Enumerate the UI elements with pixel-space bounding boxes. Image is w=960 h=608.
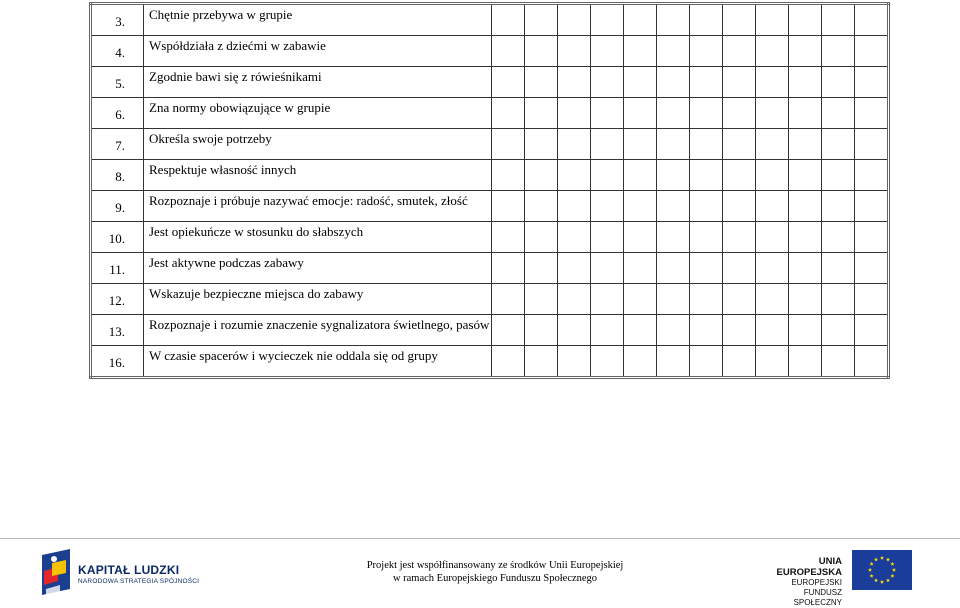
rating-cell[interactable] xyxy=(591,98,624,129)
rating-cell[interactable] xyxy=(855,4,889,36)
table-row xyxy=(91,129,889,160)
rating-cell[interactable] xyxy=(789,315,822,346)
rating-cell[interactable] xyxy=(657,4,690,36)
rating-cell[interactable] xyxy=(690,222,723,253)
rating-cell[interactable] xyxy=(855,191,889,222)
rating-cell[interactable] xyxy=(591,222,624,253)
row-number: 6. xyxy=(91,98,144,129)
rating-cell[interactable] xyxy=(657,346,690,378)
rating-cell[interactable] xyxy=(723,36,756,67)
rating-cell[interactable] xyxy=(558,4,591,36)
rating-cell[interactable] xyxy=(822,36,855,67)
eu-line-1: EUROPEJSKI xyxy=(791,578,842,587)
row-number: 5. xyxy=(91,67,144,98)
rating-cell[interactable] xyxy=(723,346,756,378)
row-number: 9. xyxy=(91,191,144,222)
rating-cell[interactable] xyxy=(822,191,855,222)
rating-cell[interactable] xyxy=(855,346,889,378)
eu-title: UNIA EUROPEJSKA xyxy=(776,556,842,578)
rating-cell[interactable] xyxy=(657,191,690,222)
rating-cell[interactable] xyxy=(525,36,558,67)
rating-cell[interactable] xyxy=(756,4,789,36)
rating-cell[interactable] xyxy=(690,4,723,36)
project-funding-note xyxy=(360,559,630,585)
rating-cell[interactable] xyxy=(525,222,558,253)
project-line-1: Projekt jest współfinansowany ze środków Unii Europejskiej xyxy=(366,560,624,571)
rating-cell[interactable] xyxy=(657,36,690,67)
rating-cell[interactable] xyxy=(624,284,657,315)
rating-cell[interactable] xyxy=(723,315,756,346)
project-line-2: w ramach Europejskiego Funduszu Społecznego xyxy=(392,573,598,584)
footer-divider xyxy=(0,538,960,539)
rating-cell[interactable] xyxy=(723,191,756,222)
row-number: 13. xyxy=(91,315,144,346)
rating-cell[interactable] xyxy=(789,67,822,98)
rating-cell[interactable] xyxy=(789,36,822,67)
rating-cell[interactable] xyxy=(756,253,789,284)
rating-cell[interactable] xyxy=(756,315,789,346)
table-row xyxy=(91,98,889,129)
rating-cell[interactable] xyxy=(624,315,657,346)
eu-fund-text xyxy=(756,556,842,608)
rating-cell[interactable] xyxy=(657,315,690,346)
rating-cell[interactable] xyxy=(492,98,525,129)
rating-cell[interactable] xyxy=(723,67,756,98)
rating-cell[interactable] xyxy=(723,284,756,315)
rating-cell[interactable] xyxy=(855,36,889,67)
rating-cell[interactable] xyxy=(624,129,657,160)
rating-cell[interactable] xyxy=(822,222,855,253)
rating-cell[interactable] xyxy=(690,284,723,315)
rating-cell[interactable] xyxy=(789,98,822,129)
rating-cell[interactable] xyxy=(492,67,525,98)
rating-cell[interactable] xyxy=(657,98,690,129)
rating-cell[interactable] xyxy=(591,129,624,160)
row-label: Rozpoznaje i rozumie znaczenie sygnalizatora świetlnego, pasów xyxy=(144,315,492,346)
rating-cell[interactable] xyxy=(525,191,558,222)
rating-cell[interactable] xyxy=(591,160,624,191)
rating-cell[interactable] xyxy=(789,4,822,36)
kapital-ludzki-title: KAPITAŁ LUDZKI xyxy=(78,563,180,577)
rating-cell[interactable] xyxy=(624,36,657,67)
rating-cell[interactable] xyxy=(558,67,591,98)
rating-cell[interactable] xyxy=(822,315,855,346)
row-label: Określa swoje potrzeby xyxy=(144,129,492,160)
rating-cell[interactable] xyxy=(558,98,591,129)
rating-cell[interactable] xyxy=(690,36,723,67)
rating-cell[interactable] xyxy=(492,222,525,253)
row-label: Zna normy obowiązujące w grupie xyxy=(144,98,492,129)
table-row xyxy=(91,67,889,98)
row-number: 8. xyxy=(91,160,144,191)
rating-cell[interactable] xyxy=(624,253,657,284)
rating-cell[interactable] xyxy=(591,4,624,36)
rating-cell[interactable] xyxy=(558,315,591,346)
table-row xyxy=(91,253,889,284)
rating-cell[interactable] xyxy=(789,253,822,284)
rating-cell[interactable] xyxy=(723,222,756,253)
rating-cell[interactable] xyxy=(855,67,889,98)
row-number: 3. xyxy=(91,4,144,36)
rating-cell[interactable] xyxy=(855,160,889,191)
rating-cell[interactable] xyxy=(690,98,723,129)
rating-cell[interactable] xyxy=(789,346,822,378)
row-label: Chętnie przebywa w grupie xyxy=(144,4,492,36)
row-label: Rozpoznaje i próbuje nazywać emocje: radość, smutek, złość xyxy=(144,191,492,222)
rating-cell[interactable] xyxy=(558,284,591,315)
rating-cell[interactable] xyxy=(525,129,558,160)
rating-cell[interactable] xyxy=(756,284,789,315)
rating-cell[interactable] xyxy=(492,191,525,222)
rating-cell[interactable] xyxy=(756,129,789,160)
table-row xyxy=(91,160,889,191)
rating-cell[interactable] xyxy=(657,284,690,315)
rating-cell[interactable] xyxy=(624,222,657,253)
rating-cell[interactable] xyxy=(756,191,789,222)
rating-cell[interactable] xyxy=(525,98,558,129)
rating-cell[interactable] xyxy=(855,98,889,129)
rating-cell[interactable] xyxy=(855,222,889,253)
row-number: 11. xyxy=(91,253,144,284)
row-number: 12. xyxy=(91,284,144,315)
rating-cell[interactable] xyxy=(591,253,624,284)
rating-cell[interactable] xyxy=(723,4,756,36)
rating-cell[interactable] xyxy=(558,191,591,222)
rating-cell[interactable] xyxy=(525,160,558,191)
rating-cell[interactable] xyxy=(525,4,558,36)
rating-cell[interactable] xyxy=(789,129,822,160)
rating-cell[interactable] xyxy=(822,160,855,191)
table-row xyxy=(91,36,889,67)
eu-flag-icon xyxy=(852,550,912,590)
rating-cell[interactable] xyxy=(525,315,558,346)
rating-cell[interactable] xyxy=(657,222,690,253)
rating-cell[interactable] xyxy=(624,191,657,222)
rating-cell[interactable] xyxy=(492,4,525,36)
rating-cell[interactable] xyxy=(657,67,690,98)
table-row xyxy=(91,315,889,346)
table-row xyxy=(91,4,889,36)
rating-cell[interactable] xyxy=(591,36,624,67)
rating-cell[interactable] xyxy=(624,346,657,378)
row-label: Wskazuje bezpieczne miejsca do zabawy xyxy=(144,284,492,315)
rating-cell[interactable] xyxy=(558,253,591,284)
rating-cell[interactable] xyxy=(822,67,855,98)
row-number: 7. xyxy=(91,129,144,160)
table-row xyxy=(91,284,889,315)
rating-cell[interactable] xyxy=(492,129,525,160)
rating-cell[interactable] xyxy=(822,98,855,129)
rating-cell[interactable] xyxy=(657,129,690,160)
rating-cell[interactable] xyxy=(690,191,723,222)
rating-cell[interactable] xyxy=(756,36,789,67)
rating-cell[interactable] xyxy=(624,4,657,36)
rating-cell[interactable] xyxy=(690,315,723,346)
rating-cell[interactable] xyxy=(591,67,624,98)
rating-cell[interactable] xyxy=(657,160,690,191)
rating-cell[interactable] xyxy=(789,222,822,253)
rating-cell[interactable] xyxy=(855,315,889,346)
rating-cell[interactable] xyxy=(756,67,789,98)
rating-cell[interactable] xyxy=(558,160,591,191)
rating-cell[interactable] xyxy=(558,36,591,67)
rating-cell[interactable] xyxy=(723,253,756,284)
rating-cell[interactable] xyxy=(525,284,558,315)
rating-cell[interactable] xyxy=(525,67,558,98)
rating-cell[interactable] xyxy=(690,67,723,98)
rating-cell[interactable] xyxy=(591,346,624,378)
rating-cell[interactable] xyxy=(690,160,723,191)
rating-cell[interactable] xyxy=(756,160,789,191)
rating-cell[interactable] xyxy=(789,191,822,222)
rating-cell[interactable] xyxy=(492,346,525,378)
rating-cell[interactable] xyxy=(624,67,657,98)
rating-cell[interactable] xyxy=(492,315,525,346)
rating-cell[interactable] xyxy=(558,346,591,378)
rating-cell[interactable] xyxy=(723,160,756,191)
row-label: Współdziała z dziećmi w zabawie xyxy=(144,36,492,67)
row-label: W czasie spacerów i wycieczek nie oddala się od grupy xyxy=(144,346,492,378)
rating-cell[interactable] xyxy=(789,284,822,315)
rating-cell[interactable] xyxy=(525,253,558,284)
rating-cell[interactable] xyxy=(822,346,855,378)
row-label: Zgodnie bawi się z rówieśnikami xyxy=(144,67,492,98)
rating-cell[interactable] xyxy=(723,98,756,129)
row-label: Respektuje własność innych xyxy=(144,160,492,191)
table-row xyxy=(91,346,889,378)
rating-cell[interactable] xyxy=(855,284,889,315)
rating-cell[interactable] xyxy=(624,98,657,129)
row-label: Jest aktywne podczas zabawy xyxy=(144,253,492,284)
rating-cell[interactable] xyxy=(591,284,624,315)
rating-cell[interactable] xyxy=(558,222,591,253)
rating-cell[interactable] xyxy=(855,253,889,284)
rating-cell[interactable] xyxy=(789,160,822,191)
rating-cell[interactable] xyxy=(492,284,525,315)
rating-cell[interactable] xyxy=(822,129,855,160)
rating-cell[interactable] xyxy=(822,284,855,315)
table-row xyxy=(91,222,889,253)
rating-cell[interactable] xyxy=(822,4,855,36)
row-number: 16. xyxy=(91,346,144,378)
rating-cell[interactable] xyxy=(723,129,756,160)
rating-cell[interactable] xyxy=(690,253,723,284)
rating-cell[interactable] xyxy=(492,160,525,191)
rating-cell[interactable] xyxy=(690,346,723,378)
rating-cell[interactable] xyxy=(525,346,558,378)
row-number: 4. xyxy=(91,36,144,67)
row-number: 10. xyxy=(91,222,144,253)
rating-cell[interactable] xyxy=(756,346,789,378)
observation-table xyxy=(89,2,890,379)
rating-cell[interactable] xyxy=(855,129,889,160)
rating-cell[interactable] xyxy=(657,253,690,284)
rating-cell[interactable] xyxy=(492,253,525,284)
kapital-ludzki-subtitle: NARODOWA STRATEGIA SPÓJNOŚCI xyxy=(78,578,200,585)
rating-cell[interactable] xyxy=(690,129,723,160)
rating-cell[interactable] xyxy=(591,191,624,222)
table-row xyxy=(91,191,889,222)
rating-cell[interactable] xyxy=(492,36,525,67)
rating-cell[interactable] xyxy=(591,315,624,346)
kapital-ludzki-text xyxy=(78,563,199,585)
rating-cell[interactable] xyxy=(756,98,789,129)
rating-cell[interactable] xyxy=(624,160,657,191)
rating-cell[interactable] xyxy=(756,222,789,253)
eu-line-2: FUNDUSZ SPOŁECZNY xyxy=(793,588,842,607)
rating-cell[interactable] xyxy=(558,129,591,160)
rating-cell[interactable] xyxy=(822,253,855,284)
row-label: Jest opiekuńcze w stosunku do słabszych xyxy=(144,222,492,253)
